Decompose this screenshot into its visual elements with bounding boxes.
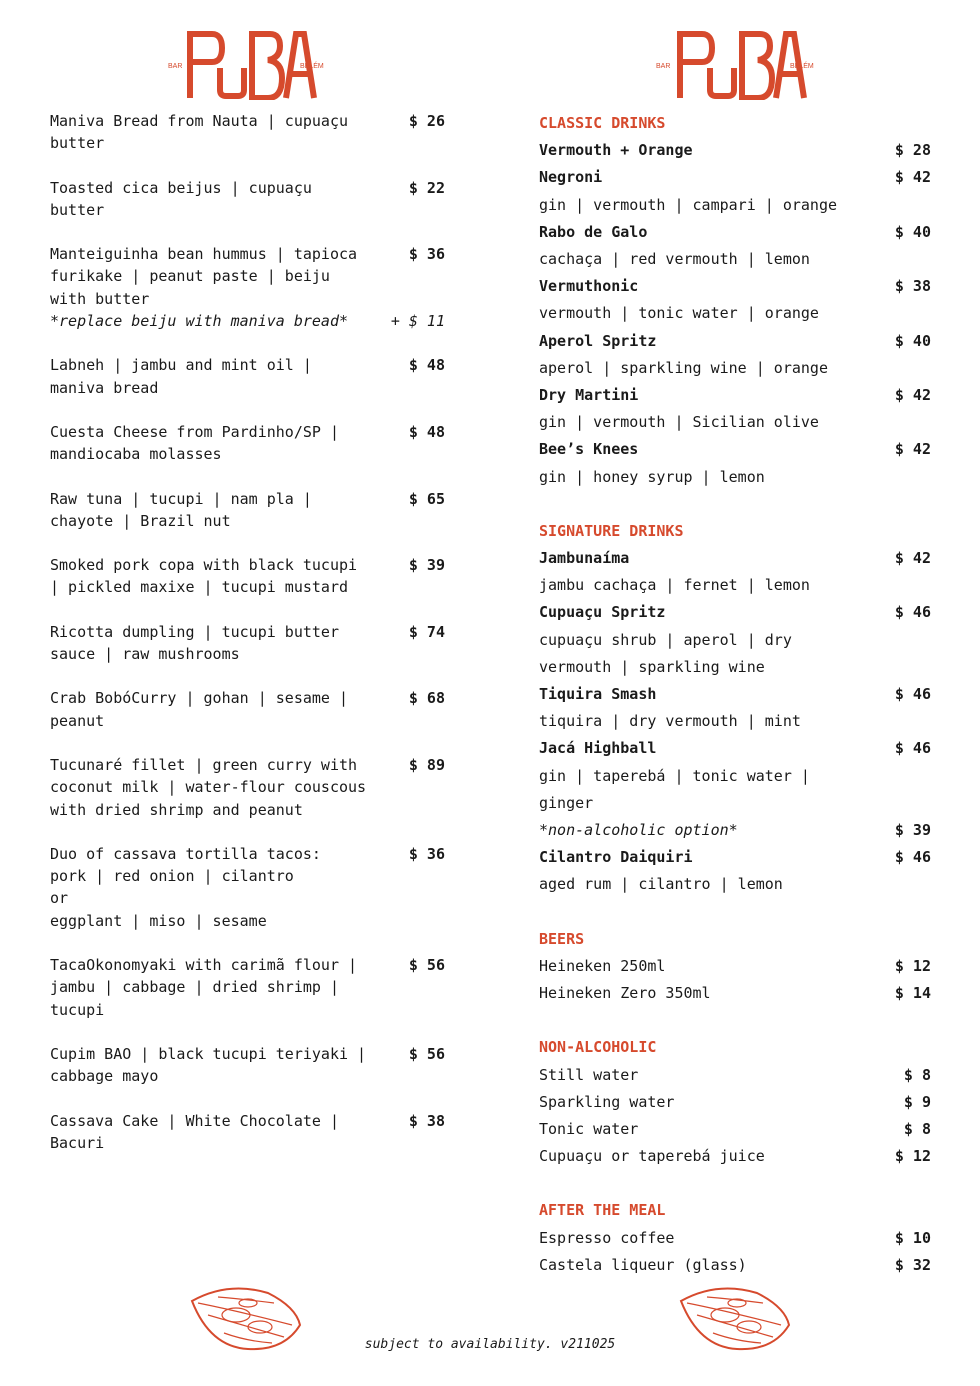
food-item: [50, 1110, 445, 1155]
menu-section-after: [539, 1197, 931, 1279]
drink-name: Cupuaçu Spritz: [539, 603, 666, 622]
food-item: [50, 687, 445, 732]
food-item: [50, 954, 445, 1021]
drink-name: Negroni: [539, 168, 603, 187]
drink-price: $ 46: [894, 603, 931, 622]
drink-row: [539, 409, 931, 436]
drink-description: aged rum | cilantro | lemon: [539, 875, 783, 894]
food-item: [50, 354, 445, 399]
drink-name: Rabo de Galo: [539, 222, 648, 241]
drink-price: $ 39: [894, 821, 931, 840]
food-price: $ 68: [408, 689, 445, 708]
drink-name: Vermuthonic: [539, 277, 639, 296]
food-price: $ 39: [408, 556, 445, 575]
drink-description: Cupuaçu or taperebá juice: [539, 1147, 765, 1166]
drink-description: cupuaçu shrub | aperol | dry: [539, 630, 792, 649]
drink-row: [539, 1143, 931, 1170]
menu-section-classic: [539, 110, 931, 491]
drink-description: gin | vermouth | Sicilian olive: [539, 413, 819, 432]
food-description: Duo of cassava tortilla tacos: pork | red onion | cilantro or eggplant | miso | sesame: [50, 844, 321, 930]
drink-price: $ 42: [894, 386, 931, 405]
puba-logo-icon: [160, 28, 330, 100]
food-price: $ 74: [408, 622, 445, 641]
drink-row: [539, 735, 931, 762]
drink-row: [539, 599, 931, 626]
drink-row: [539, 627, 931, 654]
food-item: [50, 177, 445, 222]
drink-name: Aperol Spritz: [539, 331, 657, 350]
drink-price: $ 42: [894, 440, 931, 459]
food-description: Ricotta dumpling | tucupi butter sauce | raw mushrooms: [50, 622, 349, 664]
drink-description: vermouth | tonic water | orange: [539, 304, 819, 323]
food-description: Crab BobóCurry | gohan | sesame | peanut: [50, 689, 358, 730]
drink-description: Heineken 250ml: [539, 956, 666, 975]
drink-row: [539, 1089, 931, 1116]
availability-footer: subject to availability. v211025: [364, 1337, 616, 1352]
drink-price: $ 8: [903, 1065, 931, 1084]
drink-description: Heineken Zero 350ml: [539, 984, 711, 1003]
drink-description: Castela liqueur (glass): [539, 1255, 747, 1274]
drink-row: [539, 300, 931, 327]
drink-price: $ 42: [894, 549, 931, 568]
drink-row: [539, 1062, 931, 1089]
logo-belem-text: BELÉM: [790, 63, 814, 70]
drink-name: Tiquira Smash: [539, 685, 657, 704]
drink-row: [539, 953, 931, 980]
drink-price: $ 12: [894, 956, 931, 975]
puba-logo-icon: [650, 28, 820, 100]
drink-row: [539, 545, 931, 572]
drink-row: [539, 1225, 931, 1252]
food-price: $ 56: [408, 1044, 445, 1063]
drink-price: $ 8: [903, 1119, 931, 1138]
drink-row: [539, 246, 931, 273]
food-item: [50, 421, 445, 466]
drink-row: [539, 980, 931, 1007]
section-title: CLASSIC DRINKS: [539, 114, 666, 132]
drink-row: [539, 137, 931, 164]
logo-belem-text: BELÉM: [300, 63, 324, 70]
drink-name: Jambunaíma: [539, 549, 630, 568]
drink-price: $ 10: [894, 1228, 931, 1247]
drink-row: [539, 1116, 931, 1143]
drink-name: Bee’s Knees: [539, 440, 639, 459]
drink-name: Cilantro Daiquiri: [539, 848, 693, 867]
drink-description: aperol | sparkling wine | orange: [539, 358, 828, 377]
drink-description: Sparkling water: [539, 1092, 675, 1111]
food-price: $ 36: [408, 844, 445, 863]
drink-description: cachaça | red vermouth | lemon: [539, 250, 810, 269]
drink-row: [539, 844, 931, 871]
drink-description: tiquira | dry vermouth | mint: [539, 712, 801, 731]
food-description: Cassava Cake | White Chocolate | Bacuri: [50, 1111, 349, 1152]
food-description: Smoked pork copa with black tucupi | pickled maxixe | tucupi mustard: [50, 556, 367, 597]
food-price: $ 56: [408, 956, 445, 975]
food-price: $ 36: [408, 245, 445, 264]
drink-row: [539, 355, 931, 382]
food-description: Cupim BAO | black tucupi teriyaki | cabbage mayo: [50, 1044, 376, 1086]
drink-description: ginger: [539, 793, 594, 812]
drink-description: vermouth | sparkling wine: [539, 657, 765, 676]
drink-description: gin | honey syrup | lemon: [539, 467, 765, 486]
drink-row: [539, 219, 931, 246]
logo-bar-text: BAR: [656, 63, 671, 70]
food-item: [50, 554, 445, 599]
drink-row: [539, 328, 931, 355]
section-title: BEERS: [539, 929, 585, 948]
drink-row: [539, 763, 931, 790]
food-price: $ 26: [408, 112, 445, 130]
drink-description: gin | taperebá | tonic water |: [539, 766, 810, 785]
drink-description: gin | vermouth | campari | orange: [539, 195, 838, 214]
food-description: Toasted cica beijus | cupuaçu butter: [50, 178, 321, 219]
brand-logo-right: [650, 28, 820, 100]
food-description: Cuesta Cheese from Pardinho/SP | mandiocaba molasses: [50, 422, 349, 464]
food-price: $ 65: [408, 489, 445, 508]
food-price: $ 48: [408, 422, 445, 441]
drink-row: [539, 436, 931, 463]
food-note-price: + $ 11: [390, 312, 445, 331]
drink-price: $ 40: [894, 331, 931, 350]
menu-section-nonalc: [539, 1034, 931, 1170]
drink-description: Tonic water: [539, 1119, 639, 1138]
food-item: [50, 754, 445, 821]
drink-price: $ 46: [894, 739, 931, 758]
section-title: SIGNATURE DRINKS: [539, 521, 684, 540]
drink-price: $ 42: [894, 168, 931, 187]
drink-row: [539, 464, 931, 491]
food-item: [50, 488, 445, 533]
food-price: $ 22: [408, 178, 445, 197]
food-description: Raw tuna | tucupi | nam pla | chayote | Brazil nut: [50, 489, 321, 530]
food-price: $ 89: [408, 755, 445, 774]
food-description: TacaOkonomyaki with carimã flour | jambu | cabbage | dried shrimp | tucupi: [50, 956, 367, 1019]
drink-name: Jacá Highball: [539, 739, 657, 758]
drink-name: Vermouth + Orange: [539, 141, 693, 160]
drink-price: $ 46: [894, 848, 931, 867]
brand-logo-left: [160, 28, 330, 100]
drink-row: [539, 871, 931, 898]
food-item: [50, 621, 445, 666]
food-price: $ 38: [408, 1111, 445, 1130]
logo-bar-text: BAR: [168, 63, 183, 70]
food-description: Manteiguinha bean hummus | tapioca furikake | peanut paste | beiju with butter: [50, 245, 367, 308]
menu-section-signature: [539, 518, 931, 899]
drink-description: Still water: [539, 1065, 639, 1084]
food-note-text: *replace beiju with maniva bread*: [50, 312, 349, 331]
drink-row: [539, 192, 931, 219]
food-description: Labneh | jambu and mint oil | maniva bread: [50, 356, 321, 397]
food-menu: [50, 110, 445, 1176]
drinks-menu: [539, 110, 931, 1306]
food-item: [50, 243, 445, 332]
drink-price: $ 40: [894, 222, 931, 241]
drink-row: [539, 572, 931, 599]
menu-section-beers: [539, 926, 931, 1008]
food-description: Tucunaré fillet | green curry with coconut milk | water-flour couscous with dried shrimp and peanut: [50, 755, 376, 819]
drink-row: [539, 164, 931, 191]
drink-price: $ 12: [894, 1147, 931, 1166]
drink-price: $ 14: [894, 984, 931, 1003]
food-item: [50, 1043, 445, 1088]
drink-price: $ 38: [894, 277, 931, 296]
section-title: NON-ALCOHOLIC: [539, 1038, 657, 1057]
food-item: [50, 843, 445, 932]
drink-description: Espresso coffee: [539, 1228, 675, 1247]
drink-row: [539, 654, 931, 681]
drink-row: [539, 1252, 931, 1279]
drink-description: *non-alcoholic option*: [539, 821, 738, 840]
drink-name: Dry Martini: [539, 386, 639, 405]
drink-row: [539, 273, 931, 300]
drink-price: $ 32: [894, 1255, 931, 1274]
food-item: [50, 110, 445, 155]
drink-row: [539, 790, 931, 817]
food-description: Maniva Bread from Nauta | cupuaçu butter: [50, 112, 358, 153]
food-note: [50, 310, 445, 332]
drink-row: [539, 382, 931, 409]
drink-row: [539, 817, 931, 844]
section-title: AFTER THE MEAL: [539, 1201, 666, 1220]
drink-price: $ 9: [903, 1092, 931, 1111]
food-price: $ 48: [408, 356, 445, 375]
drink-row: [539, 681, 931, 708]
drink-price: $ 28: [894, 141, 931, 160]
drink-row: [539, 708, 931, 735]
drink-description: jambu cachaça | fernet | lemon: [539, 576, 810, 595]
drink-price: $ 46: [894, 685, 931, 704]
